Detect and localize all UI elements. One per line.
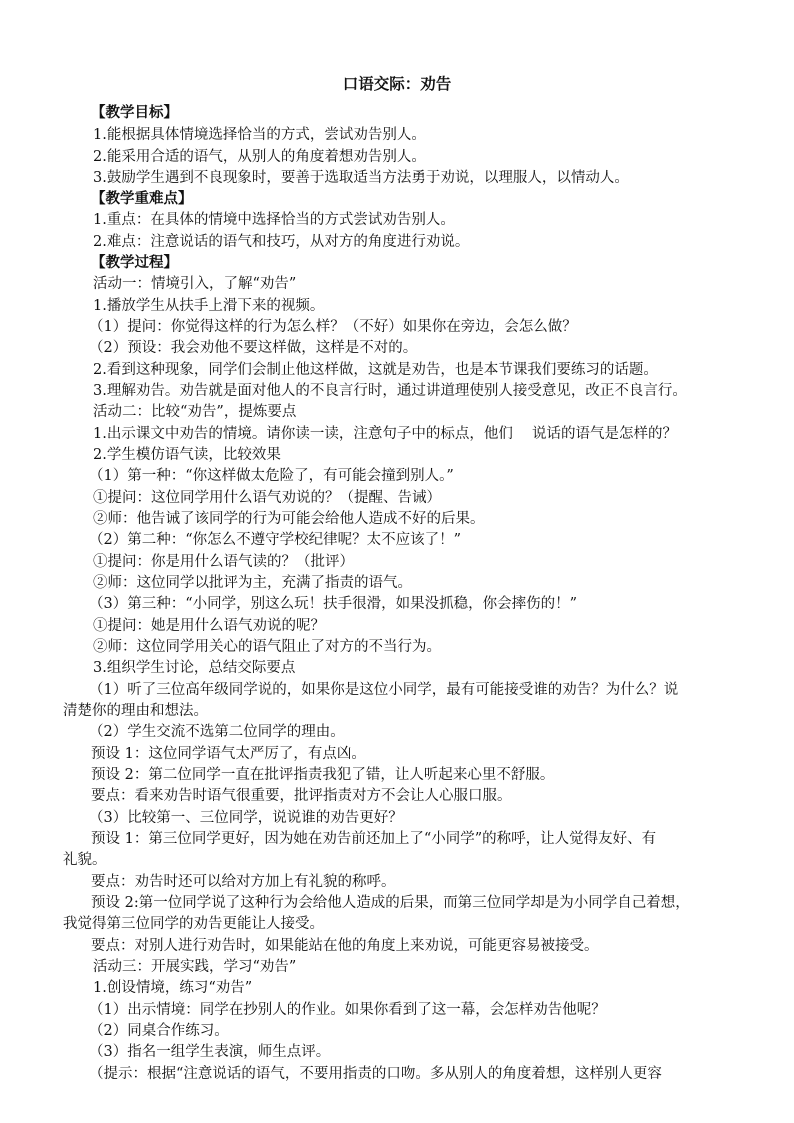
text-line: ②师：他告诫了该同学的行为可能会给他人造成不好的后果。 xyxy=(93,511,485,527)
text-line: ②师：这位同学用关心的语气阻止了对方的不当行为。 xyxy=(93,639,441,655)
document-title: 口语交际：劝告 xyxy=(342,75,452,93)
text-line: 1.能根据具体情境选择恰当的方式，尝试劝告别人。 xyxy=(93,127,426,143)
text-line: 3.组织学生讨论，总结交际要点 xyxy=(93,660,296,676)
text-line: （3）第三种：“小同学，别这么玩！扶手很滑，如果没抓稳，你会摔伤的！” xyxy=(89,596,578,612)
text-line: 2.能采用合适的语气，从别人的角度着想劝告别人。 xyxy=(93,149,426,165)
text-line: 预设 1：这位同学语气太严厉了，有点凶。 xyxy=(91,746,366,762)
activity-heading: 活动一：情境引入，了解“劝告” xyxy=(93,276,297,292)
text-line: 礼貌。 xyxy=(63,852,107,868)
text-line: 预设 1：第三位同学更好，因为她在劝告前还加上了“小同学”的称呼，让人觉得友好、有 xyxy=(91,831,657,847)
text-line: 1.出示课文中劝告的情境。请你读一读，注意句子中的标点，他们 说话的语气是怎样的？ xyxy=(93,426,677,442)
text-line: （1）听了三位高年级同学说的，如果你是这位小同学，最有可能接受谁的劝告？为什么？说 xyxy=(89,682,679,698)
text-line: （2）第二种：“你怎么不遵守学校纪律呢？太不应该了！” xyxy=(89,532,462,548)
text-line: 要点：对别人进行劝告时，如果能站在他的角度上来劝说，可能更容易被接受。 xyxy=(91,938,599,954)
text-line: 1.播放学生从扶手上滑下来的视频。 xyxy=(93,298,325,314)
text-line: 清楚你的理由和想法。 xyxy=(63,703,208,719)
text-line: （1）提问：你觉得这样的行为怎么样？（不好）如果你在旁边，会怎么做？ xyxy=(89,319,577,335)
text-line: 1.创设情境，练习“劝告” xyxy=(93,980,253,996)
text-line: 2.学生模仿语气读，比较效果 xyxy=(93,447,281,463)
text-line: 预设 2:第一位同学说了这种行为会给他人造成的后果，而第三位同学却是为小同学自己着想， xyxy=(91,895,690,911)
section-heading-keypoints: 【教学重难点】 xyxy=(91,190,193,207)
text-line: ①提问：这位同学用什么语气劝说的？（提醒、告诫） xyxy=(93,490,441,506)
activity-heading: 活动二：比较“劝告”，提炼要点 xyxy=(93,404,297,420)
text-line: 要点：劝告时还可以给对方加上有礼貌的称呼。 xyxy=(91,874,396,890)
text-line: ②师：这位同学以批评为主，充满了指责的语气。 xyxy=(93,575,412,591)
text-line: （1）出示情境：同学在抄别人的作业。如果你看到了这一幕，会怎样劝告他呢？ xyxy=(89,1002,606,1018)
section-heading-process: 【教学过程】 xyxy=(91,254,178,271)
text-line: （2）学生交流不选第二位同学的理由。 xyxy=(89,724,345,740)
text-line: 我觉得第三位同学的劝告更能让人接受。 xyxy=(63,916,324,932)
text-line: 2.难点：注意说话的语气和技巧，从对方的角度进行劝说。 xyxy=(93,234,470,250)
text-line: 预设 2：第二位同学一直在批评指责我犯了错，让人听起来心里不舒服。 xyxy=(91,767,555,783)
text-line: 要点：看来劝告时语气很重要，批评指责对方不会让人心服口服。 xyxy=(91,788,512,804)
text-line: ①提问：她是用什么语气劝说的呢？ xyxy=(93,618,325,634)
text-line: 1.重点：在具体的情境中选择恰当的方式尝试劝告别人。 xyxy=(93,212,455,228)
text-line: （3）比较第一、三位同学，说说谁的劝告更好？ xyxy=(89,810,403,826)
activity-heading: 活动三：开展实践，学习“劝告” xyxy=(93,959,297,975)
text-line: （3）指名一组学生表演，师生点评。 xyxy=(89,1044,331,1060)
text-line: 3.鼓励学生遇到不良现象时，要善于选取适当方法勇于劝说，以理服人，以情动人。 xyxy=(93,170,629,186)
text-line: 2.看到这种现象，同学们会制止他这样做，这就是劝告，也是本节课我们要练习的话题。 xyxy=(93,362,658,378)
text-line: （2）同桌合作练习。 xyxy=(89,1023,229,1039)
text-line: （提示：根据“注意说话的语气，不要用指责的口吻。多从别人的角度着想，这样别人更容 xyxy=(89,1066,662,1082)
section-heading-goals: 【教学目标】 xyxy=(91,104,178,121)
text-line: （1）第一种：“你这样做太危险了，有可能会撞到别人。” xyxy=(89,468,454,484)
text-line: ①提问：你是用什么语气读的？（批评） xyxy=(93,554,354,570)
text-line: 3.理解劝告。劝告就是面对他人的不良言行时，通过讲道理使别人接受意见，改正不良言行。 xyxy=(93,383,687,399)
text-line: （2）预设：我会劝他不要这样做，这样是不对的。 xyxy=(89,340,418,356)
